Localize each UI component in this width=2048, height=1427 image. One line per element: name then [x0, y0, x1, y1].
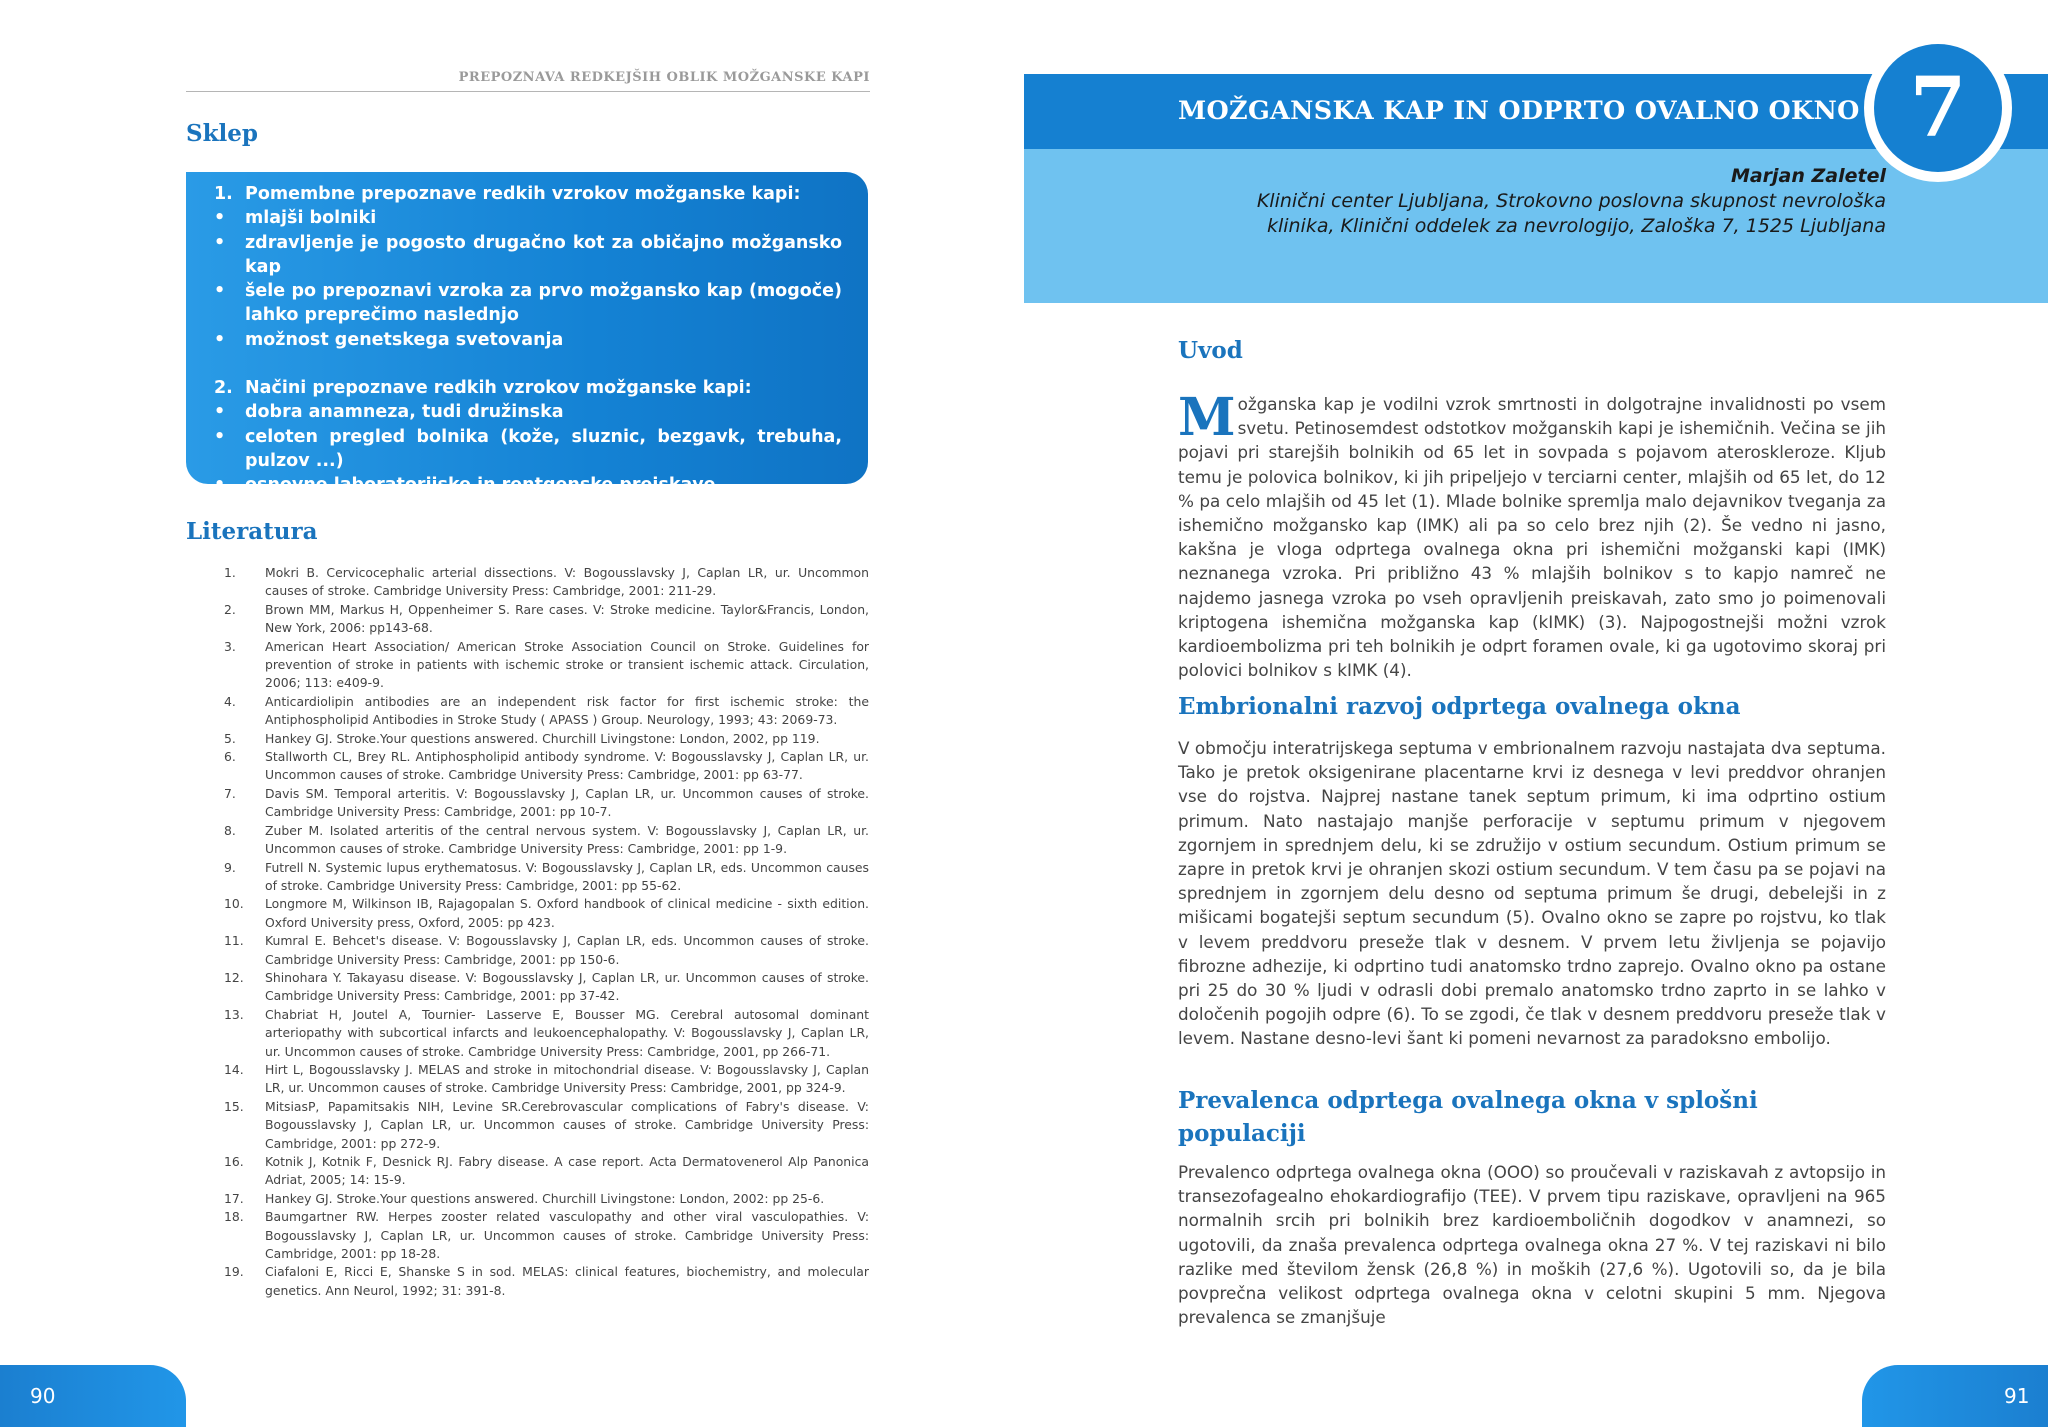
sklep-item-text: dobra anamneza, tudi družinska: [245, 402, 564, 423]
reference-number: 17.: [224, 1190, 244, 1206]
list-number: 1.: [214, 184, 233, 204]
sklep-list-item: [214, 231, 842, 280]
sklep-item-text: osnovne laboratorijske in rentgenske preiskave: [245, 475, 716, 496]
embrionalni-paragraph: V območju interatrijskega septuma v embrionalnem razvoju nastajata dva septuma. Tako je pretok oksigenirane placentarne krvi iz desnega v levi preddvor ohranjen vse do rojstva. Najprej nastane tanek septum primum, ki ima odprtino ostium primum. Nato nastajajo manjše perforacije v septumu primum v njegovem zgornjem in sprednjem delu, ki se združijo v ostium secundum. Ostium primum se zapre in pretok krvi je ohranjen skozi ostium secundum. V tem času pa se pojavi na sprednjem in zgornjem delu desno od septuma primum še drugi, debelejši in z mišicami bogatejši septum secundum (5). Ovalno okno se zapre po rojstvu, ko tlak v levem preddvoru preseže tlak v desnem. V prvem letu življenja se pojavijo fibrozne adhezije, ki odprtino tudi anatomsko trdno zaprejo. Ovalno okno pa ostane pri 25 do 30 % ljudi v odrasli dobi premalo anatomsko trdno zaprto in se lahko v določenih pogojih odpre (6). To se zgodi, če tlak v desnem preddvoru preseže tlak v levem. Nastane desno-levi šant ki pomeni nevarnost za paradoksno embolijo.: [1178, 738, 1886, 1049]
reference-item: [224, 638, 869, 693]
reference-text: Mokri B. Cervicocephalic arterial dissections. V: Bogousslavsky J, Caplan LR, ur. Uncommon causes of stroke. Cambridge University Press: Cambridge, 2001: 211-29.: [265, 565, 869, 599]
reference-item: [224, 730, 869, 748]
reference-number: 10.: [224, 896, 244, 912]
bullet-marker: •: [214, 281, 226, 302]
reference-text: Anticardiolipin antibodies are an independent risk factor for first ischemic stroke: the Antiphospholipid Antibodies in Stroke Study ( APASS ) Group. Neurology, 1993; 43: 2069-73.: [265, 693, 869, 728]
bullet-marker: •: [214, 232, 226, 253]
sklep-list-item: [214, 473, 842, 497]
reference-item: [224, 1061, 869, 1098]
reference-number: 11.: [224, 933, 244, 949]
reference-number: 16.: [224, 1154, 244, 1169]
reference-item: [224, 693, 869, 730]
reference-item: [224, 748, 869, 785]
reference-text: Longmore M, Wilkinson IB, Rajagopalan S. Oxford handbook of clinical medicine - sixth edition. Oxford University press, Oxford, 2005: pp 423.: [265, 896, 869, 930]
sklep-item-text: celoten pregled bolnika (kože, sluznic, bezgavk, trebuha, pulzov ...): [245, 426, 842, 471]
reference-text: Kumral E. Behcet's disease. V: Bogousslavsky J, Caplan LR, eds. Uncommon causes of stroke. Cambridge University Press: Cambridge, 2001: pp 150-6.: [265, 933, 869, 967]
reference-number: 13.: [224, 1006, 244, 1022]
reference-item: [224, 895, 869, 932]
sklep-list: [214, 182, 842, 522]
sklep-list-item: [214, 425, 842, 474]
author-affiliation-line1: Klinični center Ljubljana, Strokovno poslovna skupnost nevrološka: [1256, 190, 1886, 212]
reference-text: American Heart Association/ American Stroke Association Council on Stroke. Guidelines for prevention of stroke in patients with ischemic stroke or transient ischemic attack. Circulation, 2006; 113: e409-9.: [265, 638, 869, 691]
sklep-list-item: [214, 376, 842, 400]
reference-text: MitsiasP, Papamitsakis NIH, Levine SR.Cerebrovascular complications of Fabry's disease. V: Bogousslavsky J, Caplan LR, ur. Uncommon causes of stroke. Cambridge University Press: Cambridge, 2001: pp 272-9.: [265, 1098, 869, 1151]
reference-item: [224, 859, 869, 896]
reference-text: Brown MM, Markus H, Oppenheimer S. Rare cases. V: Stroke medicine. Taylor&Francis, London, New York, 2006: pp143-68.: [265, 601, 869, 636]
reference-number: 1.: [224, 565, 236, 580]
reference-number: 7.: [224, 785, 236, 801]
right-page: [1024, 0, 2048, 1427]
page-number: 91: [2004, 1384, 2030, 1408]
sklep-item-text: šele po prepoznavi vzroka za prvo možgansko kap (mogoče) lahko preprečimo naslednjo: [245, 281, 842, 326]
bullet-marker: •: [214, 329, 226, 350]
author-name: Marjan Zaletel: [1730, 165, 1886, 187]
reference-item: [224, 1263, 869, 1300]
reference-text: Zuber M. Isolated arteritis of the central nervous system. V: Bogousslavsky J, Caplan LR, ur. Uncommon causes of stroke. Cambridge University Press: Cambridge, 2001: pp 1-9.: [265, 822, 869, 857]
reference-text: Hankey GJ. Stroke.Your questions answered. Churchill Livingstone: London, 2002, pp 119.: [265, 730, 820, 746]
reference-number: 19.: [224, 1264, 244, 1280]
drop-cap: M: [1178, 387, 1236, 448]
prevalenca-paragraph: Prevalenco odprtega ovalnega okna (OOO) so proučevali v raziskavah z avtopsijo in transezofagealno ehokardiografijo (TEE). V prvem tipu raziskave, opravljeni na 965 normalnih srcih pri bolnikih brez kardioemboličnih dogodkov v anamnezi, so ugotovili, da znaša prevalenca odprtega ovalnega okna 27 %. V tej raziskavi ni bilo razlike med številom žensk (26,8 %) in moških (27,6 %). Ugotovili so, da je bila povprečna velikost odprtega ovalnega okna v celotni skupini 5 mm. Njegova prevalenca se zmanjšuje: [1178, 1162, 1886, 1328]
reference-text: Kotnik J, Kotnik F, Desnick RJ. Fabry disease. A case report. Acta Dermatovenerol Alp Panonica Adriat, 2005; 14: 15-9.: [265, 1154, 869, 1188]
reference-item: [224, 822, 869, 859]
sklep-item-text: mlajši bolniki: [245, 208, 377, 229]
uvod-heading: Uvod: [1178, 337, 1243, 364]
list-number: 2.: [214, 378, 233, 399]
reference-item: [224, 969, 869, 1006]
reference-text: Baumgartner RW. Herpes zooster related vasculopathy and other viral vasculopathies. V: Bogousslavsky J, Caplan LR, ur. Uncommon causes of stroke. Cambridge University Press: Cambridge, 2001: pp 18-28.: [265, 1209, 869, 1262]
bullet-marker: •: [214, 402, 226, 423]
sklep-list-item: [214, 279, 842, 328]
reference-item: [224, 932, 869, 969]
sklep-heading: Sklep: [186, 120, 258, 147]
sklep-list-item: [214, 328, 842, 352]
chapter-number-badge: [1864, 34, 2012, 182]
reference-number: 3.: [224, 638, 236, 654]
sklep-summary-box: [186, 172, 868, 520]
running-head: PREPOZNAVA REDKEJŠIH OBLIK MOŽGANSKE KAPI: [186, 70, 870, 92]
uvod-paragraph: [1178, 387, 1886, 682]
chapter-title: MOŽGANSKA KAP IN ODPRTO OVALNO OKNO: [1178, 96, 1860, 126]
author-block: [1184, 164, 1886, 239]
sklep-item-text: usmerjena zahtevnejša diagnostika na temelju rezultatov: [245, 499, 814, 520]
reference-number: 12.: [224, 969, 244, 985]
bullet-marker: •: [214, 426, 226, 447]
bullet-marker: •: [214, 499, 226, 520]
reference-number: 6.: [224, 749, 236, 765]
reference-number: 15.: [224, 1098, 244, 1114]
sklep-item-text: zdravljenje je pogosto drugačno kot za običajno možgansko kap: [245, 232, 842, 277]
sklep-item-text: Načini prepoznave redkih vzrokov možganske kapi:: [245, 378, 752, 399]
reference-text: Futrell N. Systemic lupus erythematosus. V: Bogousslavsky J, Caplan LR, eds. Uncommon causes of stroke. Cambridge University Press: Cambridge, 2001: pp 55-62.: [265, 859, 869, 893]
embrionalni-heading: Embrionalni razvoj odprtega ovalnega okna: [1178, 693, 1741, 720]
reference-item: [224, 785, 869, 822]
bullet-marker: •: [214, 475, 226, 496]
list-spacer: [214, 352, 842, 376]
reference-item: [224, 601, 869, 638]
prevalenca-heading: Prevalenca odprtega ovalnega okna v splošni populaciji: [1178, 1087, 1758, 1147]
footer-tab: [0, 1365, 186, 1427]
reference-text: Hirt L, Bogousslavsky J. MELAS and stroke in mitochondrial disease. V: Bogousslavsky J, Caplan LR, ur. Uncommon causes of stroke. Cambridge University Press: Cambridge, 2001, pp 324-9.: [265, 1061, 869, 1096]
reference-text: Davis SM. Temporal arteritis. V: Bogousslavsky J, Caplan LR, ur. Uncommon causes of stroke. Cambridge University Press: Cambridge, 2001: pp 10-7.: [265, 785, 869, 820]
reference-item: [224, 1190, 869, 1208]
reference-number: 2.: [224, 601, 236, 617]
reference-number: 14.: [224, 1061, 244, 1077]
reference-number: 8.: [224, 822, 236, 838]
reference-number: 5.: [224, 730, 236, 746]
reference-item: [224, 564, 869, 601]
author-affiliation-line2: klinika, Klinični oddelek za nevrologijo, Zaloška 7, 1525 Ljubljana: [1266, 215, 1886, 237]
page-number: 90: [30, 1384, 56, 1408]
reference-text: Hankey GJ. Stroke.Your questions answered. Churchill Livingstone: London, 2002: pp 25-6.: [265, 1190, 825, 1206]
literatura-heading: Literatura: [186, 518, 318, 545]
chapter-number: 7: [1874, 44, 2002, 172]
sklep-item-text: Pomembne prepoznave redkih vzrokov možganske kapi:: [245, 184, 801, 204]
reference-text: Ciafaloni E, Ricci E, Shanske S in sod. MELAS: clinical features, biochemistry, and molecular genetics. Ann Neurol, 1992; 31: 391-8.: [265, 1264, 869, 1298]
sklep-list-item: [214, 400, 842, 424]
sklep-list-item: [214, 182, 842, 206]
reference-number: 4.: [224, 693, 236, 709]
bullet-marker: •: [214, 208, 226, 229]
sklep-list-item: [214, 206, 842, 230]
reference-item: [224, 1098, 869, 1153]
uvod-text: ožganska kap je vodilni vzrok smrtnosti in dolgotrajne invalidnosti po vsem svetu. Petinosemdest odstotkov možganskih kapi je ishemičnih. Večina se jih pojavi pri starejših bolnikih od 65 let in sovpada s pojavom ateroskleroze. Kljub temu je polovica bolnikov, ki jih pripeljejo v terciarni center, mlajših od 65 let, do 12 % pa celo mlajših od 45 let (1). Mlade bolnike spremlja malo dejavnikov tveganja za ishemično možgansko kap (IMK) ali pa so celo brez njih (2). Še vedno ni jasno, kakšna je vloga odprtega ovalnega okna pri ishemični možganski kapi (IMK) neznanega vzroka. Pri približno 43 % mlajših bolnikov s to kapjo namreč ne najdemo jasnega vzroka po vseh opravljenih preiskavah, zato smo jo poimenovali kriptogena ishemična možganska kap (kIMK) (3). Najpogostnejši možni vzrok kardioembolizma pri teh bolnikih je odprt foramen ovale, ki ga ugotovimo skoraj pri polovici bolnikov s kIMK (4).: [1178, 394, 1886, 681]
reference-list: [224, 564, 869, 1300]
reference-item: [224, 1006, 869, 1061]
reference-text: Stallworth CL, Brey RL. Antiphospholipid antibody syndrome. V: Bogousslavsky J, Caplan LR, ur. Uncommon causes of stroke. Cambridge University Press: Cambridge, 2001: pp 63-77.: [265, 749, 869, 783]
reference-text: Shinohara Y. Takayasu disease. V: Bogousslavsky J, Caplan LR, ur. Uncommon causes of stroke. Cambridge University Press: Cambridge, 2001: pp 37-42.: [265, 969, 869, 1004]
reference-text: Chabriat H, Joutel A, Tournier- Lasserve E, Bousser MG. Cerebral autosomal dominant arteriopathy with subcortical infarcts and leukoencephalopathy. V: Bogousslavsky J, Caplan LR, ur. Uncommon causes of stroke. Cambridge University Press: Cambridge, 2001, pp 266-71.: [265, 1006, 869, 1059]
sklep-item-text: možnost genetskega svetovanja: [245, 329, 564, 350]
reference-number: 18.: [224, 1209, 244, 1225]
reference-item: [224, 1153, 869, 1190]
reference-number: 9.: [224, 859, 236, 875]
reference-item: [224, 1208, 869, 1263]
